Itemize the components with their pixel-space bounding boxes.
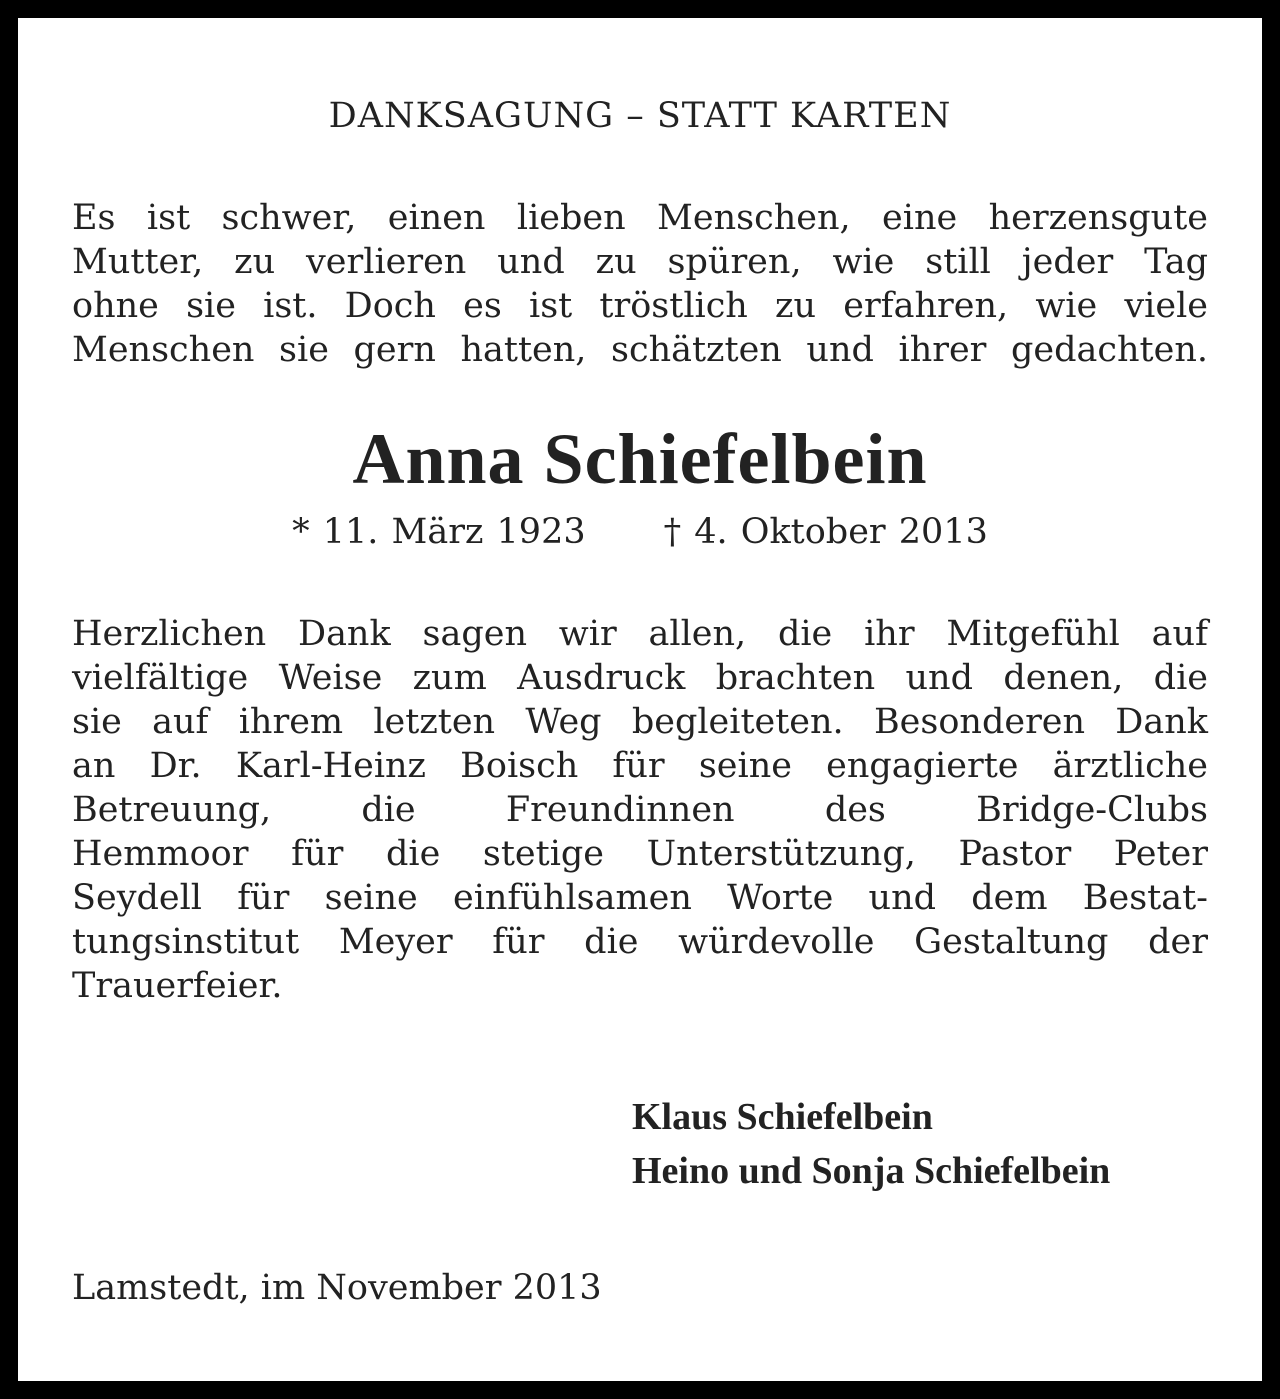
- thanks-line: vielfältige Weise zum Ausdruck brachten und denen, die: [72, 658, 1208, 698]
- deceased-name: Anna Schiefelbein: [352, 419, 928, 499]
- thanks-line: Seydell für seine einfühlsamen Worte und dem Bestat-: [72, 878, 1208, 918]
- birth-date: * 11. März 1923: [292, 512, 586, 552]
- thanks-line: Betreuung, die Freundinnen des Bridge-Clubs: [72, 790, 1208, 830]
- life-dates: [72, 512, 1208, 552]
- intro-line: Menschen sie gern hatten, schätzten und ihrer gedachten.: [72, 330, 1208, 370]
- intro-line: Mutter, zu verlieren und zu spüren, wie still jeder Tag: [72, 242, 1208, 282]
- place-date: Lamstedt, im November 2013: [72, 1268, 602, 1308]
- thanks-paragraph: [72, 612, 1208, 1008]
- intro-line: Es ist schwer, einen lieben Menschen, eine herzensgute: [72, 198, 1208, 238]
- notice-header: DANKSAGUNG – STATT KARTEN: [328, 96, 952, 136]
- signers: [632, 1090, 1110, 1198]
- thanks-line: tungsinstitut Meyer für die würdevolle Gestaltung der: [72, 922, 1208, 962]
- thanks-line: Herzlichen Dank sagen wir allen, die ihr Mitgefühl auf: [72, 614, 1208, 654]
- signer-name: Heino und Sonja Schiefelbein: [632, 1150, 1111, 1192]
- thanks-line: an Dr. Karl-Heinz Boisch für seine engagierte ärztliche: [72, 746, 1208, 786]
- signer-name: Klaus Schiefelbein: [632, 1096, 933, 1138]
- intro-paragraph: [72, 196, 1208, 372]
- death-date: † 4. Oktober 2013: [663, 512, 988, 552]
- notice-content: [72, 18, 1208, 1381]
- thanks-line: Hemmoor für die stetige Unterstützung, Pastor Peter: [72, 834, 1208, 874]
- intro-line: ohne sie ist. Doch es ist tröstlich zu erfahren, wie viele: [72, 286, 1208, 326]
- thanks-line: Trauerfeier.: [72, 966, 283, 1006]
- thanks-line: sie auf ihrem letzten Weg begleiteten. Besonderen Dank: [72, 702, 1208, 742]
